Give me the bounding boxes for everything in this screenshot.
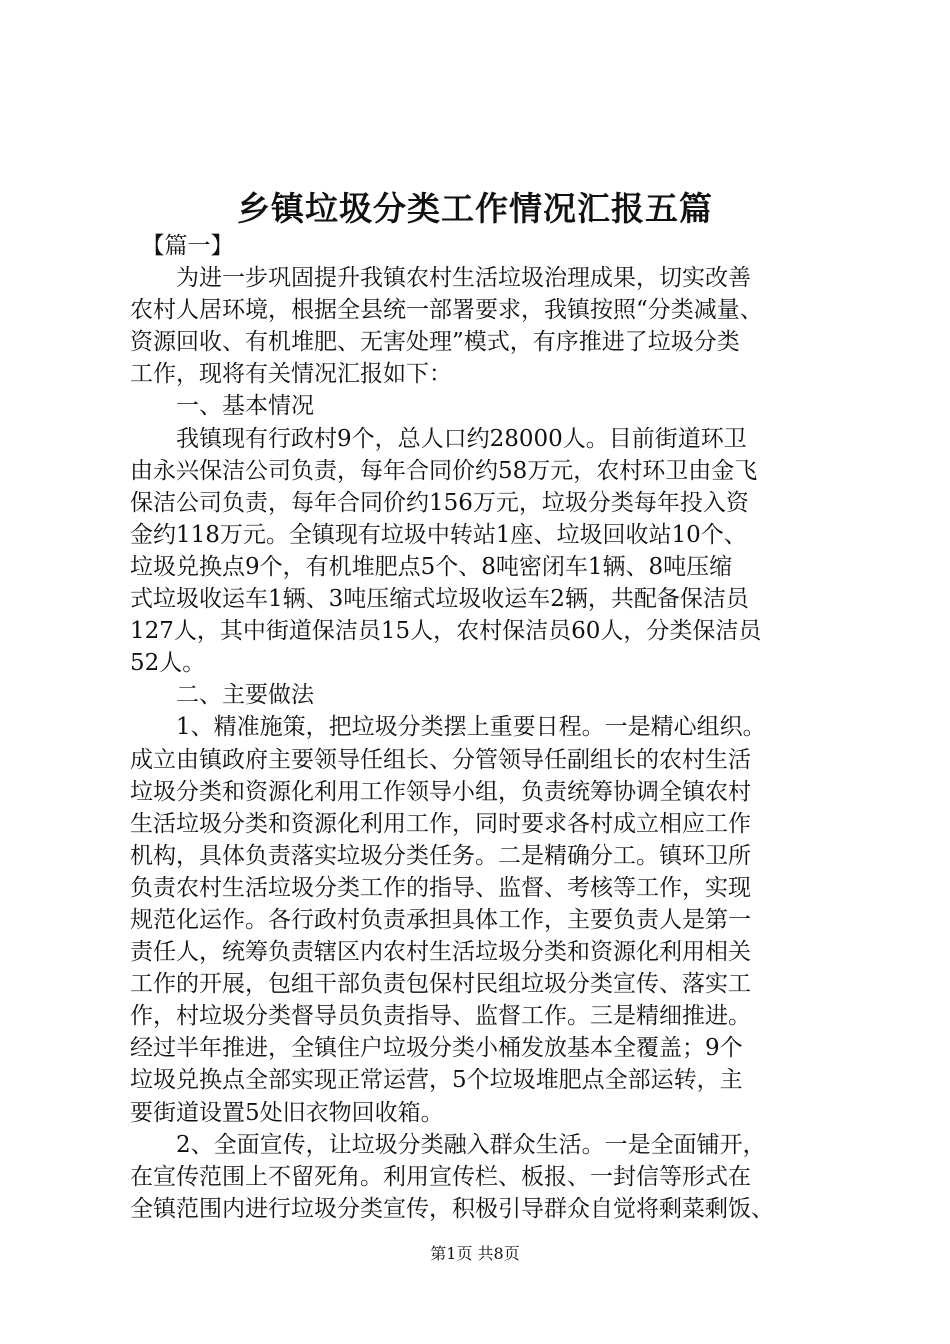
body-line: 为进一步巩固提升我镇农村生活垃圾治理成果，切实改善 [130, 265, 751, 292]
body-line: 【篇一】 [130, 233, 234, 259]
body-line: 垃圾分类和资源化利用工作领导小组，负责统筹协调全镇农村 [130, 778, 751, 805]
body-line: 要街道设置5处旧衣物回收箱。 [130, 1099, 444, 1126]
body-line: 规范化运作。各行政村负责承担具体工作，主要负责人是第一 [130, 906, 751, 933]
body-line: 作，村垃圾分类督导员负责指导、监督工作。三是精细推进。 [130, 1003, 751, 1030]
body-line: 我镇现有行政村9个，总人口约28000人。目前街道环卫 [130, 425, 747, 452]
body-line: 垃圾兑换点全部实现正常运营，5个垃圾堆肥点全部运转，主 [130, 1067, 743, 1094]
body-line: 在宣传范围上不留死角。利用宣传栏、板报、一封信等形式在 [130, 1163, 751, 1190]
body-line: 全镇范围内进行垃圾分类宣传，积极引导群众自觉将剩菜剩饭、 [130, 1195, 774, 1222]
document-body [130, 230, 836, 1225]
body-line: 成立由镇政府主要领导任组长、分管领导任副组长的农村生活 [130, 746, 751, 773]
body-line: 经过半年推进，全镇住户垃圾分类小桶发放基本全覆盖；9个 [130, 1035, 743, 1062]
body-line: 垃圾兑换点9个，有机堆肥点5个、8吨密闭车1辆、8吨压缩 [130, 553, 733, 580]
body-line: 工作的开展，包组干部负责包保村民组垃圾分类宣传、落实工 [130, 971, 751, 998]
body-line: 负责农村生活垃圾分类工作的指导、监督、考核等工作，实现 [130, 874, 751, 901]
body-line: 式垃圾收运车1辆、3吨压缩式垃圾收运车2辆，共配备保洁员 [130, 586, 749, 613]
body-line: 资源回收、有机堆肥、无害处理”模式，有序推进了垃圾分类 [130, 329, 740, 356]
body-line: 机构，具体负责落实垃圾分类任务。二是精确分工。镇环卫所 [130, 842, 751, 869]
page-footer: 第1页 共8页 [430, 1244, 520, 1263]
body-line: 一、基本情况 [130, 393, 314, 420]
body-line: 责任人，统筹负责辖区内农村生活垃圾分类和资源化利用相关 [130, 939, 751, 966]
body-line: 由永兴保洁公司负责，每年合同价约58万元，农村环卫由金飞 [130, 457, 758, 484]
body-line: 二、主要做法 [130, 682, 314, 709]
body-line: 生活垃圾分类和资源化利用工作，同时要求各村成立相应工作 [130, 810, 751, 837]
body-line: 2、全面宣传，让垃圾分类融入群众生活。一是全面铺开， [130, 1131, 766, 1158]
body-line: 127人，其中街道保洁员15人，农村保洁员60人，分类保洁员 [130, 618, 762, 645]
body-line: 金约118万元。全镇现有垃圾中转站1座、垃圾回收站10个、 [130, 521, 747, 548]
body-line: 农村人居环境，根据全县统一部署要求，我镇按照“分类减量、 [130, 297, 763, 324]
body-line: 1、精准施策，把垃圾分类摆上重要日程。一是精心组织。 [130, 714, 766, 741]
body-line: 52人。 [130, 650, 206, 677]
body-line: 保洁公司负责，每年合同价约156万元，垃圾分类每年投入资 [130, 489, 749, 516]
body-line: 工作，现将有关情况汇报如下： [130, 361, 452, 388]
document-title: 乡镇垃圾分类工作情况汇报五篇 [237, 189, 713, 228]
